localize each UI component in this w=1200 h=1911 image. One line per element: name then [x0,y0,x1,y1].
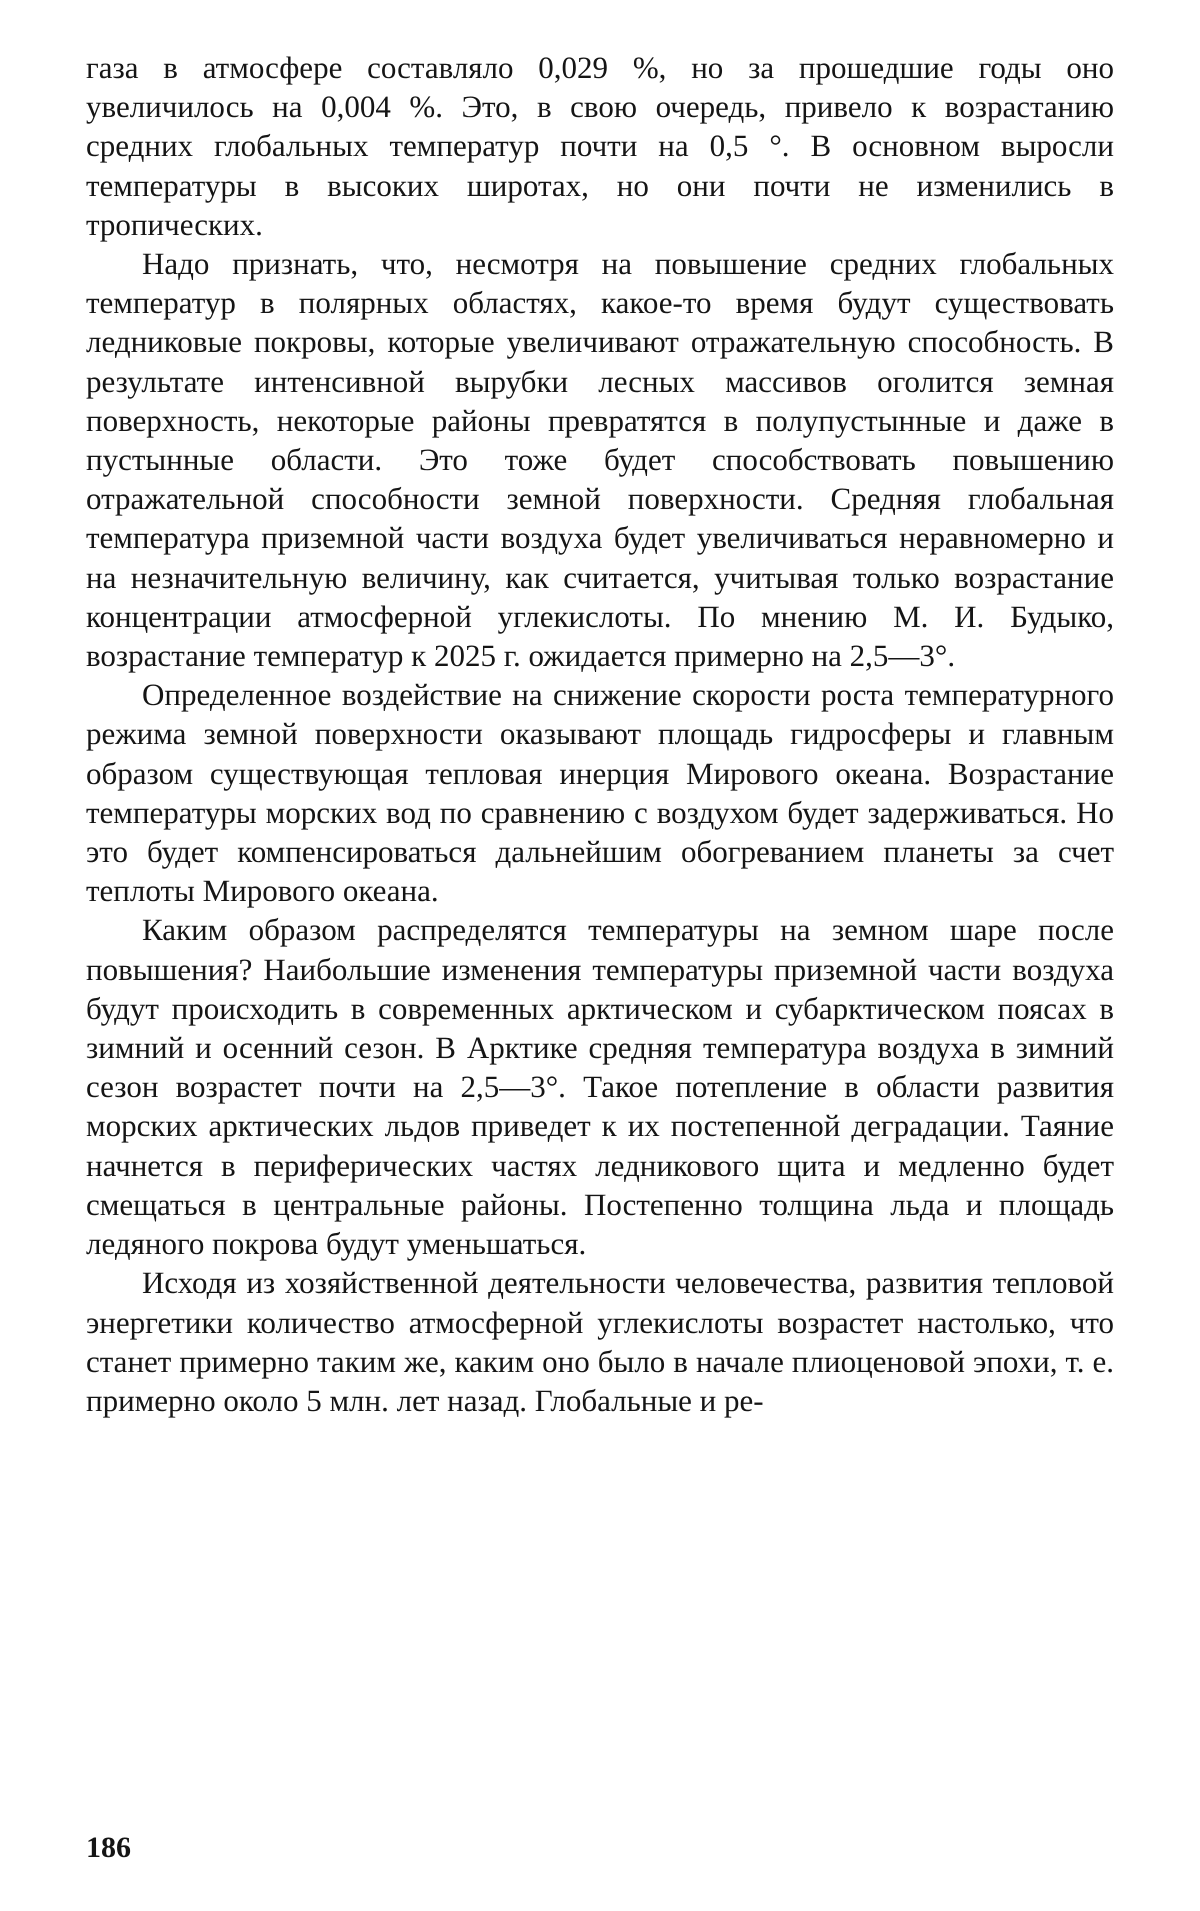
page-text-body [86,48,1114,1420]
paragraph-glaciers-albedo: Надо признать, что, несмотря на повышение средних глобальных температур в полярных областях, какое-то время будут существовать ледниковые покровы, которые увеличивают отражательную способность. В результате интенсивной вырубки лесных массивов оголится земная поверхность, некоторые районы превратятся в полупустынные и даже в пустынные области. Это тоже будет способствовать повышению отражательной способности земной поверхности. Средняя глобальная температура приземной части воздуха будет увеличиваться неравномерно и на незначительную величину, как считается, учитывая только возрастание концентрации атмосферной углекислоты. По мнению М. И. Будыко, возрастание температур к 2025 г. ожидается примерно на 2,5—3°. [86,246,1114,674]
page-number: 186 [86,1831,131,1864]
paragraph-temperature-distribution: Каким образом распределятся температуры на земном шаре после повышения? Наибольшие изменения температуры приземной части воздуха будут происходить в современных арктическом и субарктическом поясах в зимний и осенний сезон. В Арктике средняя температура воздуха в зимний сезон возрастет почти на 2,5—3°. Такое потепление в области развития морских арктических льдов приведет к их постепенной деградации. Таяние начнется в периферических частях ледникового щита и медленно будет смещаться в центральные районы. Постепенно толщина льда и площадь ледяного покрова будут уменьшаться. [86,912,1114,1262]
paragraph-continued: газа в атмосфере составляло 0,029 %, но за прошедшие годы оно увеличилось на 0,004 %. Это, в свою очередь, привело к возрастанию средних глобальных температур почти на 0,5 °. В основном выросли температуры в высоких широтах, но они почти не изменились в тропических. [86,50,1114,242]
paragraph-carbon-dioxide-growth: Исходя из хозяйственной деятельности человечества, развития тепловой энергетики количество атмосферной углекислоты возрастет настолько, что станет примерно таким же, каким оно было в начале плиоценовой эпохи, т. е. примерно около 5 млн. лет назад. Глобальные и ре- [86,1265,1114,1418]
paragraph-ocean-inertia: Определенное воздействие на снижение скорости роста температурного режима земной поверхности оказывают площадь гидросферы и главным образом существующая тепловая инерция Мирового океана. Возрастание температуры морских вод по сравнению с воздухом будет задерживаться. Но это будет компенсироваться дальнейшим обогреванием планеты за счет теплоты Мирового океана. [86,677,1114,909]
